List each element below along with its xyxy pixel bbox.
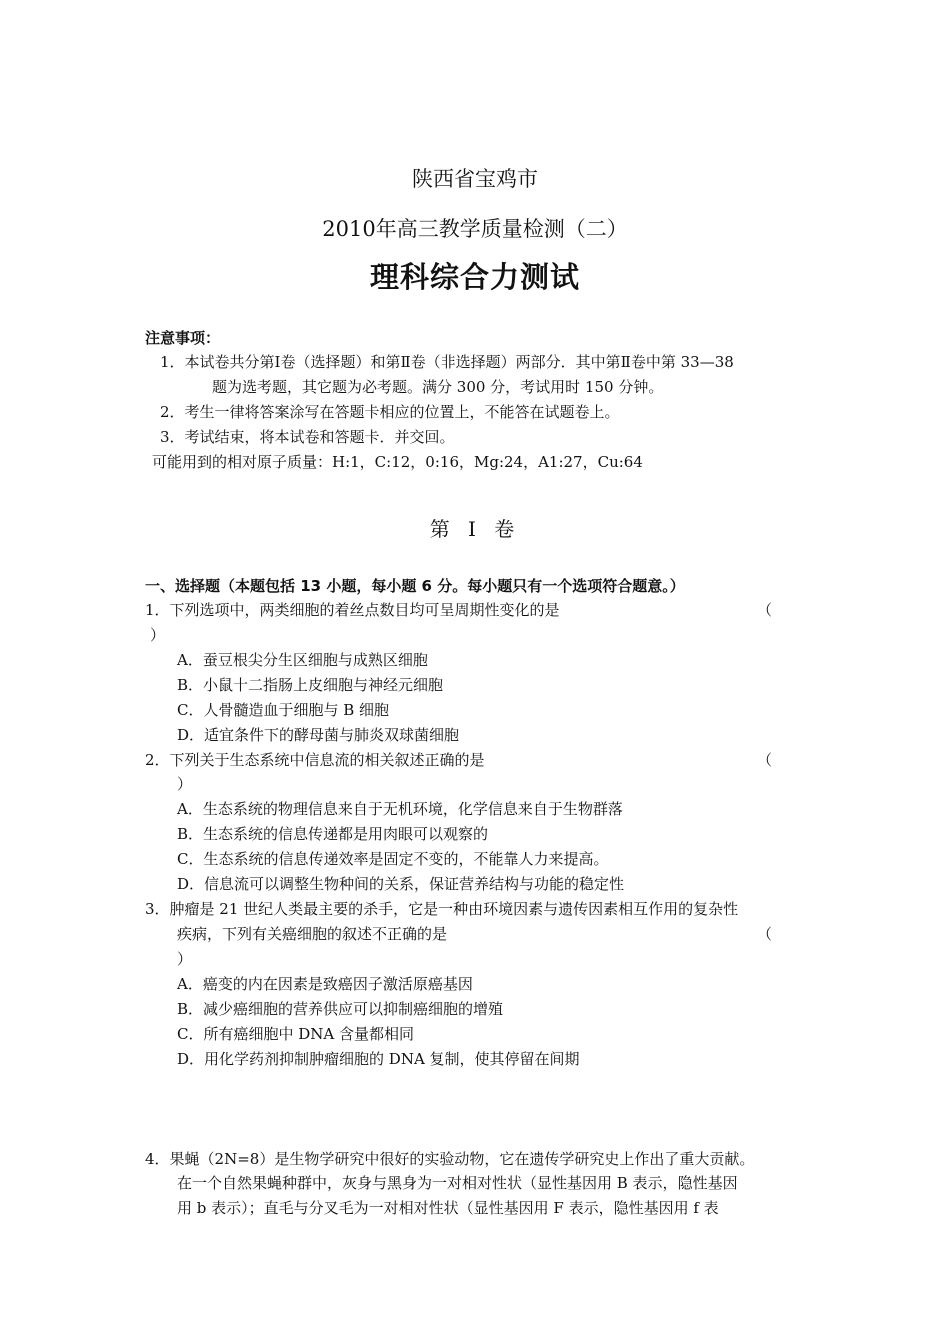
question-3-option-a: A．癌变的内在因素是致癌因子激活原癌基因 bbox=[177, 975, 473, 993]
section-heading: 一、选择题（本题包括 13 小题，每小题 6 分。每小题只有一个选项符合题意。） bbox=[145, 577, 685, 595]
question-2-option-d: D．信息流可以调整生物种间的关系，保证营养结构与功能的稳定性 bbox=[177, 875, 625, 893]
question-1-option-d: D．适宜条件下的酵母菌与肺炎双球菌细胞 bbox=[177, 726, 460, 744]
question-1-option-c: C．人骨髓造血于细胞与 B 细胞 bbox=[177, 701, 390, 719]
atomic-masses: 可能用到的相对原子质量：H:1，C:12，0:16，Mg:24，A1:27，Cu:64 bbox=[152, 453, 643, 471]
question-3-paren-open: （ bbox=[757, 925, 773, 943]
question-1-paren-close: ） bbox=[150, 626, 166, 644]
exam-title: 理科综合力测试 bbox=[369, 260, 580, 294]
question-3-paren-close: ） bbox=[177, 950, 193, 968]
question-2-option-b: B．生态系统的信息传递都是用肉眼可以观察的 bbox=[177, 825, 489, 843]
notice-heading: 注意事项： bbox=[145, 329, 221, 347]
notice-item-1: 1．本试卷共分第Ⅰ卷（选择题）和第Ⅱ卷（非选择题）两部分．其中第Ⅱ卷中第 33—38 bbox=[160, 353, 734, 371]
question-3-option-c: C．所有癌细胞中 DNA 含量都相同 bbox=[177, 1025, 414, 1043]
question-4-line-2: 在一个自然果蝇种群中，灰身与黑身为一对相对性状（显性基因用 B 表示，隐性基因 bbox=[177, 1174, 738, 1192]
question-1-paren-open: （ bbox=[757, 601, 773, 619]
notice-item-2: 2．考生一律将答案涂写在答题卡相应的位置上，不能答在试题卷上。 bbox=[160, 403, 620, 421]
question-1-option-a: A．蚕豆根尖分生区细胞与成熟区细胞 bbox=[177, 651, 428, 669]
question-2-option-c: C．生态系统的信息传递效率是固定不变的，不能靠人力来提高。 bbox=[177, 850, 609, 868]
question-2-paren-close: ） bbox=[177, 775, 193, 793]
question-1-stem: 1．下列选项中，两类细胞的着丝点数目均可呈周期性变化的是 bbox=[145, 601, 560, 619]
question-2-paren-open: （ bbox=[757, 751, 773, 769]
question-4-line-3: 用 b 表示）；直毛与分叉毛为一对相对性状（显性基因用 F 表示，隐性基因用 f 表 bbox=[177, 1199, 719, 1217]
exam-name: 2010年高三教学质量检测（二） bbox=[322, 217, 628, 241]
question-3-stem-cont: 疾病，下列有关癌细胞的叙述不正确的是 bbox=[177, 925, 448, 943]
question-1-option-b: B．小鼠十二指肠上皮细胞与神经元细胞 bbox=[177, 676, 444, 694]
question-4-line-1: 4．果蝇（2N=8）是生物学研究中很好的实验动物，它在遗传学研究史上作出了重大贡献。 bbox=[145, 1150, 755, 1168]
question-2-stem: 2．下列关于生态系统中信息流的相关叙述正确的是 bbox=[145, 751, 485, 769]
volume-heading: 第 Ⅰ 卷 bbox=[429, 517, 521, 541]
question-3-option-d: D．用化学药剂抑制肿瘤细胞的 DNA 复制，使其停留在间期 bbox=[177, 1050, 580, 1068]
exam-region: 陕西省宝鸡市 bbox=[412, 167, 538, 191]
question-3-option-b: B．减少癌细胞的营养供应可以抑制癌细胞的增殖 bbox=[177, 1000, 504, 1018]
question-3-stem: 3．肿瘤是 21 世纪人类最主要的杀手，它是一种由环境因素与遗传因素相互作用的复杂性 bbox=[145, 900, 739, 918]
notice-item-3: 3．考试结束，将本试卷和答题卡．并交回。 bbox=[160, 428, 455, 446]
notice-item-1-cont: 题为选考题，其它题为必考题。满分 300 分，考试用时 150 分钟。 bbox=[212, 378, 664, 396]
question-2-option-a: A．生态系统的物理信息来自于无机环境，化学信息来自于生物群落 bbox=[177, 800, 623, 818]
